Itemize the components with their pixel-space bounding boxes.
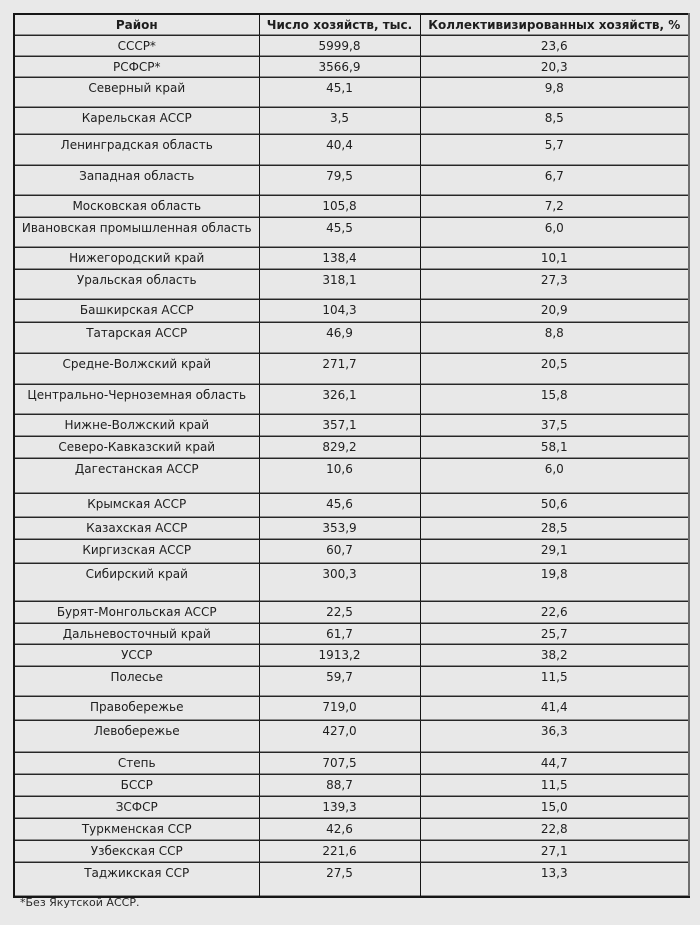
households-cell: 707,5 (259, 752, 420, 774)
percent-cell: 50,6 (420, 493, 689, 517)
households-cell: 829,2 (259, 436, 420, 458)
percent-cell: 25,7 (420, 623, 689, 644)
households-cell: 60,7 (259, 539, 420, 563)
households-cell: 10,6 (259, 458, 420, 493)
region-cell: Правобережье (14, 696, 259, 720)
header-row (14, 14, 689, 35)
percent-cell: 28,5 (420, 517, 689, 539)
region-cell: Крымская АССР (14, 493, 259, 517)
households-cell: 59,7 (259, 666, 420, 696)
percent-cell: 10,1 (420, 247, 689, 269)
table-row (14, 517, 689, 539)
percent-cell: 13,3 (420, 862, 689, 897)
households-cell: 22,5 (259, 601, 420, 623)
column-header-region: Район (14, 14, 259, 35)
households-cell: 45,5 (259, 217, 420, 247)
percent-cell: 9,8 (420, 77, 689, 107)
percent-cell: 6,0 (420, 217, 689, 247)
region-cell: Туркменская ССР (14, 818, 259, 840)
percent-cell: 15,0 (420, 796, 689, 818)
table-row (14, 539, 689, 563)
table-row (14, 56, 689, 77)
percent-cell: 11,5 (420, 666, 689, 696)
households-cell: 1913,2 (259, 644, 420, 666)
percent-cell: 36,3 (420, 720, 689, 752)
percent-cell: 6,7 (420, 165, 689, 195)
percent-cell: 23,6 (420, 35, 689, 56)
percent-cell: 22,6 (420, 601, 689, 623)
table-row (14, 384, 689, 414)
footnote: *Без Якутской АССР. (20, 896, 140, 909)
collectivization-table (13, 13, 690, 898)
percent-cell: 8,8 (420, 322, 689, 353)
region-cell: Дагестанская АССР (14, 458, 259, 493)
percent-cell: 29,1 (420, 539, 689, 563)
column-header-percent: Коллективизированных хозяйств, % (420, 14, 689, 35)
region-cell: Бурят-Монгольская АССР (14, 601, 259, 623)
table-row (14, 666, 689, 696)
table-row (14, 414, 689, 436)
households-cell: 104,3 (259, 299, 420, 322)
households-cell: 27,5 (259, 862, 420, 897)
region-cell: Западная область (14, 165, 259, 195)
region-cell: Московская область (14, 195, 259, 217)
households-cell: 45,6 (259, 493, 420, 517)
table-row (14, 247, 689, 269)
percent-cell: 15,8 (420, 384, 689, 414)
region-cell: СССР* (14, 35, 259, 56)
households-cell: 318,1 (259, 269, 420, 299)
region-cell: Карельская АССР (14, 107, 259, 134)
region-cell: УССР (14, 644, 259, 666)
region-cell: Центрально-Черноземная область (14, 384, 259, 414)
region-cell: РСФСР* (14, 56, 259, 77)
region-cell: Ленинградская область (14, 134, 259, 165)
households-cell: 45,1 (259, 77, 420, 107)
table-row (14, 774, 689, 796)
region-cell: Нижне-Волжский край (14, 414, 259, 436)
table-row (14, 696, 689, 720)
percent-cell: 8,5 (420, 107, 689, 134)
table-row (14, 35, 689, 56)
region-cell: Башкирская АССР (14, 299, 259, 322)
table-row (14, 601, 689, 623)
region-cell: Казахская АССР (14, 517, 259, 539)
region-cell: Средне-Волжский край (14, 353, 259, 384)
households-cell: 271,7 (259, 353, 420, 384)
region-cell: Левобережье (14, 720, 259, 752)
region-cell: Северо-Кавказский край (14, 436, 259, 458)
percent-cell: 41,4 (420, 696, 689, 720)
households-cell: 3566,9 (259, 56, 420, 77)
households-cell: 79,5 (259, 165, 420, 195)
households-cell: 3,5 (259, 107, 420, 134)
region-cell: Таджикская ССР (14, 862, 259, 897)
region-cell: Северный край (14, 77, 259, 107)
percent-cell: 27,1 (420, 840, 689, 862)
region-cell: Татарская АССР (14, 322, 259, 353)
table-row (14, 752, 689, 774)
table-row (14, 134, 689, 165)
column-header-households: Число хозяйств, тыс. (259, 14, 420, 35)
households-cell: 300,3 (259, 563, 420, 601)
table-row (14, 563, 689, 601)
households-cell: 353,9 (259, 517, 420, 539)
table-row (14, 195, 689, 217)
table-row (14, 840, 689, 862)
households-cell: 61,7 (259, 623, 420, 644)
region-cell: ЗСФСР (14, 796, 259, 818)
percent-cell: 7,2 (420, 195, 689, 217)
table-row (14, 818, 689, 840)
region-cell: Степь (14, 752, 259, 774)
percent-cell: 20,3 (420, 56, 689, 77)
percent-cell: 38,2 (420, 644, 689, 666)
region-cell: БССР (14, 774, 259, 796)
table-body (14, 35, 689, 897)
region-cell: Нижегородский край (14, 247, 259, 269)
households-cell: 427,0 (259, 720, 420, 752)
table-row (14, 107, 689, 134)
households-cell: 719,0 (259, 696, 420, 720)
households-cell: 138,4 (259, 247, 420, 269)
percent-cell: 22,8 (420, 818, 689, 840)
percent-cell: 58,1 (420, 436, 689, 458)
region-cell: Полесье (14, 666, 259, 696)
households-cell: 357,1 (259, 414, 420, 436)
table-row (14, 322, 689, 353)
households-cell: 88,7 (259, 774, 420, 796)
table-row (14, 77, 689, 107)
table-row (14, 353, 689, 384)
households-cell: 42,6 (259, 818, 420, 840)
table-row (14, 720, 689, 752)
percent-cell: 19,8 (420, 563, 689, 601)
region-cell: Узбекская ССР (14, 840, 259, 862)
region-cell: Киргизская АССР (14, 539, 259, 563)
percent-cell: 6,0 (420, 458, 689, 493)
households-cell: 139,3 (259, 796, 420, 818)
table-row (14, 796, 689, 818)
households-cell: 326,1 (259, 384, 420, 414)
table-row (14, 862, 689, 897)
table-row (14, 299, 689, 322)
percent-cell: 44,7 (420, 752, 689, 774)
percent-cell: 20,9 (420, 299, 689, 322)
region-cell: Уральская область (14, 269, 259, 299)
households-cell: 221,6 (259, 840, 420, 862)
region-cell: Дальневосточный край (14, 623, 259, 644)
table-row (14, 644, 689, 666)
households-cell: 40,4 (259, 134, 420, 165)
table-row (14, 165, 689, 195)
percent-cell: 27,3 (420, 269, 689, 299)
households-cell: 46,9 (259, 322, 420, 353)
region-cell: Ивановская промышленная область (14, 217, 259, 247)
table-row (14, 436, 689, 458)
table-row (14, 217, 689, 247)
percent-cell: 37,5 (420, 414, 689, 436)
percent-cell: 20,5 (420, 353, 689, 384)
region-cell: Сибирский край (14, 563, 259, 601)
table-row (14, 493, 689, 517)
percent-cell: 11,5 (420, 774, 689, 796)
households-cell: 5999,8 (259, 35, 420, 56)
table-row (14, 458, 689, 493)
households-cell: 105,8 (259, 195, 420, 217)
table-row (14, 623, 689, 644)
percent-cell: 5,7 (420, 134, 689, 165)
table-row (14, 269, 689, 299)
